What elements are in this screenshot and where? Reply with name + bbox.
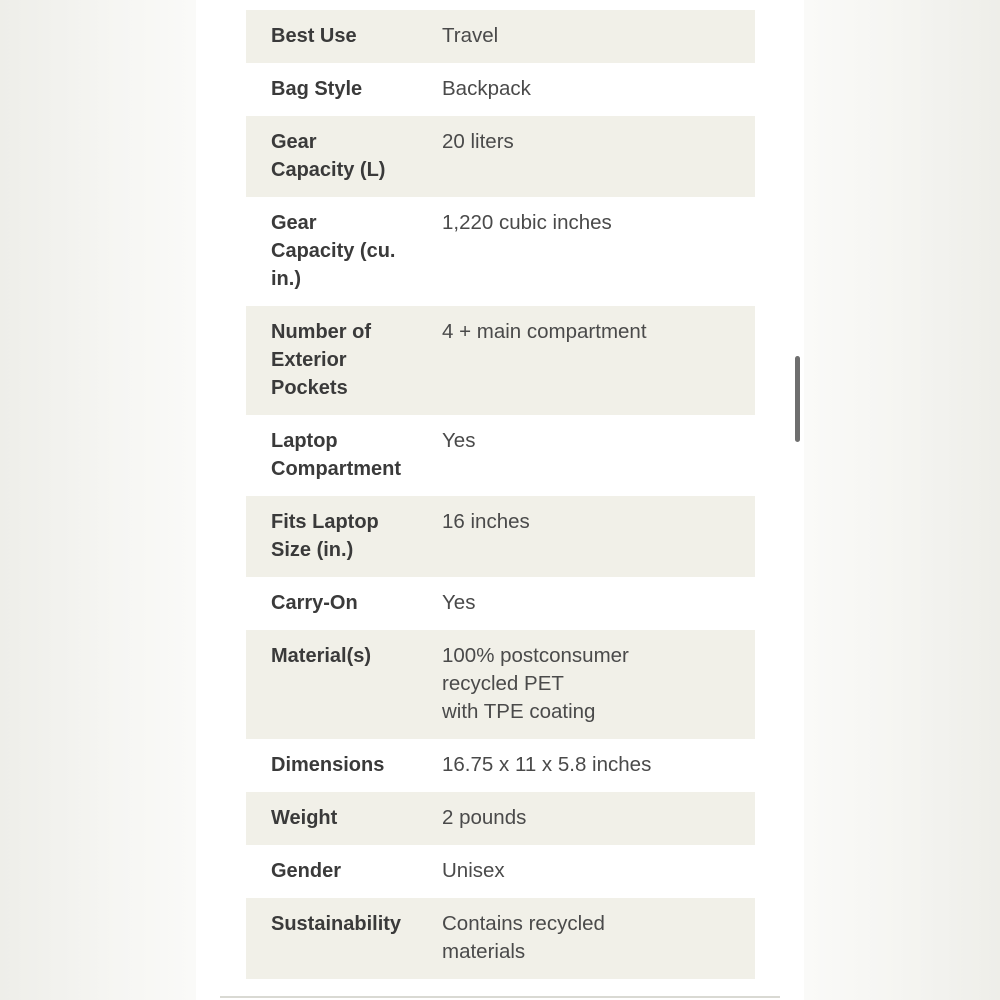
spec-row-sustainability	[246, 898, 755, 979]
spec-value: 4 + main compartment	[442, 320, 647, 343]
spec-value: 2 pounds	[442, 806, 527, 829]
spec-label: Number of Exterior Pockets	[271, 321, 371, 399]
spec-row-weight	[246, 792, 755, 845]
spec-label: Gender	[271, 860, 342, 882]
spec-row-dimensions	[246, 739, 755, 792]
spec-label: Bag Style	[271, 78, 363, 100]
spec-label: Weight	[271, 807, 338, 829]
spec-value: Backpack	[442, 77, 531, 100]
bottom-divider	[220, 996, 780, 998]
spec-row-carry-on	[246, 577, 755, 630]
spec-row-best-use	[246, 10, 755, 63]
spec-value: 16 inches	[442, 510, 530, 533]
spec-value: Travel	[442, 24, 499, 47]
spec-value: 20 liters	[442, 130, 514, 153]
spec-label: Dimensions	[271, 754, 385, 776]
spec-row-materials	[246, 630, 755, 739]
scrollbar-thumb[interactable]	[795, 356, 800, 442]
content-page	[196, 0, 804, 1000]
spec-row-gear-capacity-cu-in	[246, 197, 755, 306]
spec-label: Gear Capacity (cu. in.)	[271, 212, 396, 290]
spec-row-bag-style	[246, 63, 755, 116]
spec-label: Fits Laptop Size (in.)	[271, 511, 379, 561]
spec-value: Yes	[442, 591, 476, 614]
spec-row-exterior-pockets	[246, 306, 755, 415]
spec-label: Gear Capacity (L)	[271, 131, 386, 181]
spec-table	[246, 10, 755, 979]
spec-label: Laptop Compartment	[271, 430, 402, 480]
left-backdrop	[0, 0, 196, 1000]
spec-value: 1,220 cubic inches	[442, 211, 612, 234]
spec-label: Material(s)	[271, 645, 372, 667]
spec-value: 100% postconsumer recycled PET with TPE coating	[442, 644, 629, 723]
spec-value: 16.75 x 11 x 5.8 inches	[442, 753, 652, 776]
spec-label: Sustainability	[271, 913, 402, 935]
spec-row-gender	[246, 845, 755, 898]
spec-label: Carry-On	[271, 592, 358, 614]
spec-row-laptop-compartment	[246, 415, 755, 496]
spec-row-laptop-size	[246, 496, 755, 577]
spec-value: Contains recycled materials	[442, 912, 605, 963]
right-backdrop	[804, 0, 1000, 1000]
spec-row-gear-capacity-l	[246, 116, 755, 197]
spec-value: Yes	[442, 429, 476, 452]
spec-label: Best Use	[271, 25, 357, 47]
spec-value: Unisex	[442, 859, 505, 882]
